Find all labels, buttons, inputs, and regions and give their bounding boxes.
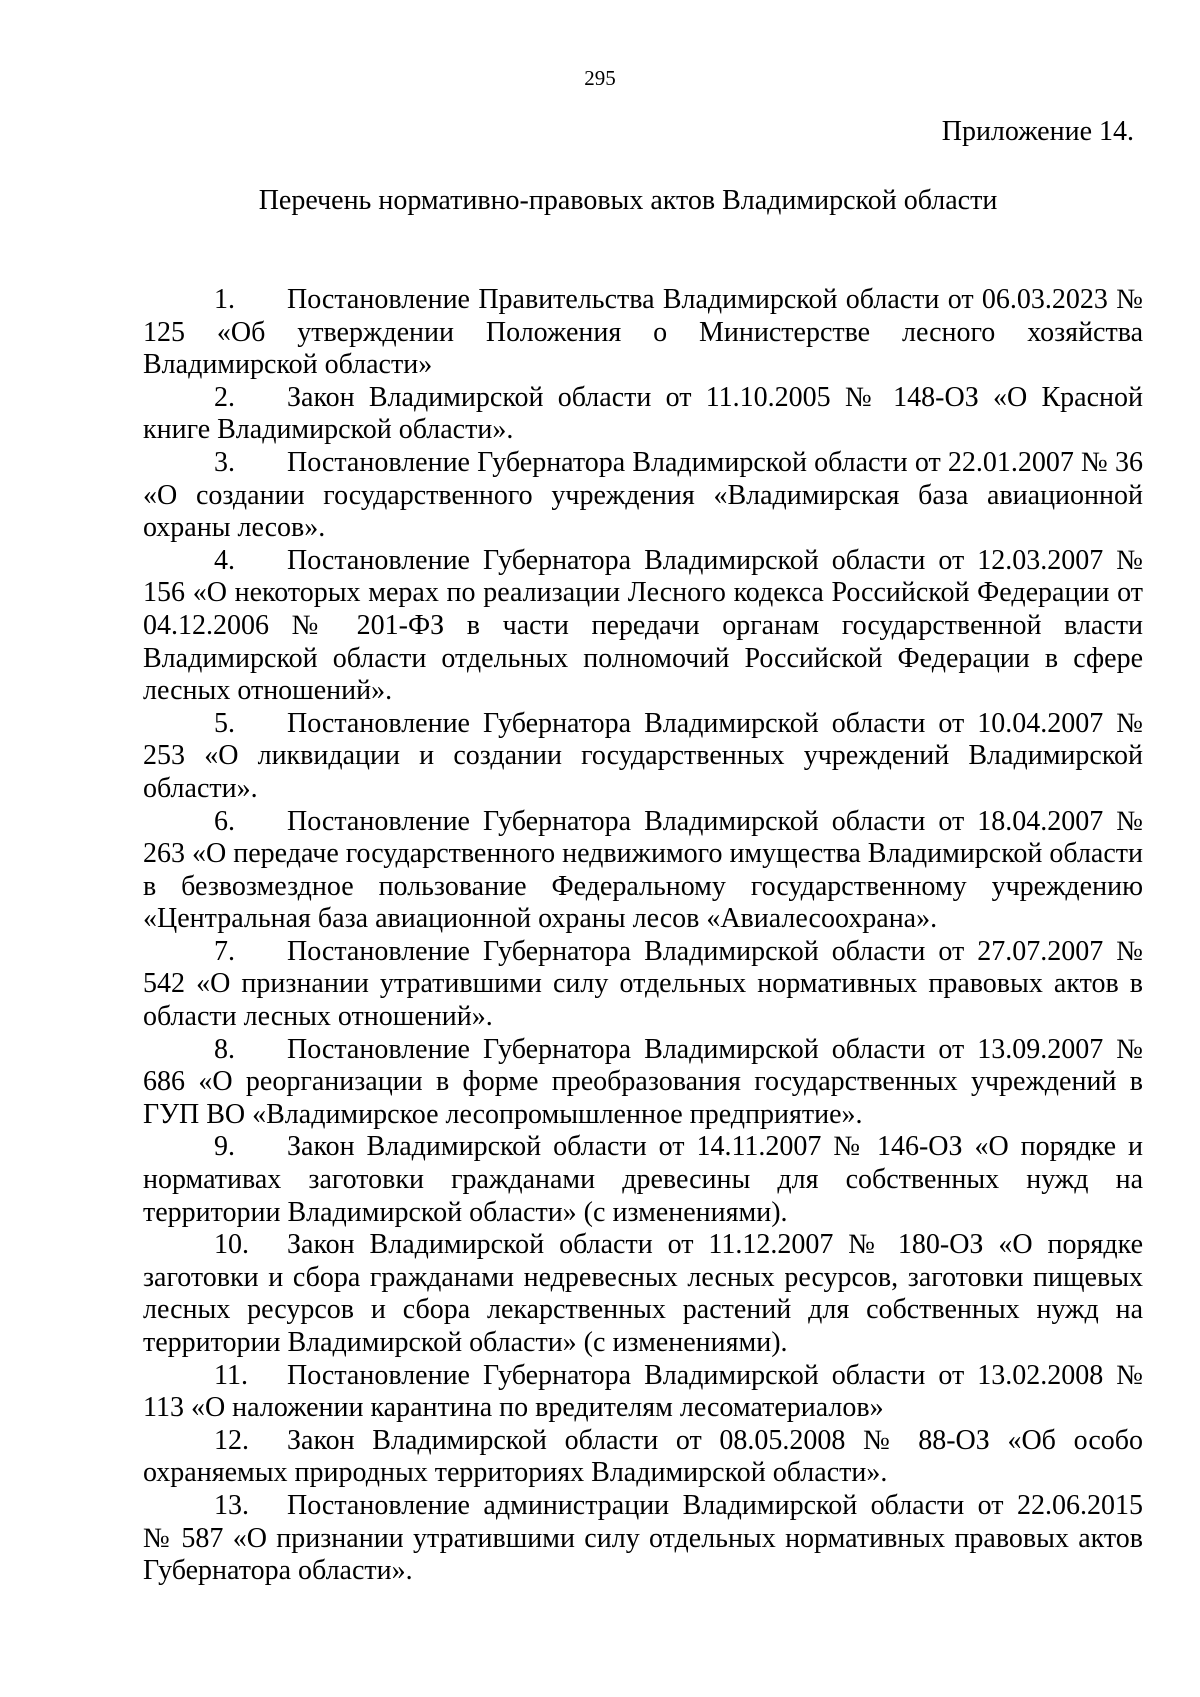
list-item [143,284,1143,382]
page-number: 295 [584,66,616,90]
item-text: Постановление Губернатора Владимирской области от 10.04.2007 № 253 «О ликвидации и создании государственных учреждений Владимирской области». [143,707,1143,804]
item-text: Закон Владимирской области от 11.12.2007 № 180-ОЗ «О порядке заготовки и сбора гражданами недревесных лесных ресурсов, заготовки пищевых лесных ресурсов и сбора лекарственных растений для собственных нужд на территории Владимирской области» (с изменениями). [143,1229,1143,1358]
list-item [143,1131,1143,1229]
list-item [143,447,1143,545]
list-item [143,1229,1143,1359]
item-number: 3. [214,446,235,478]
list-item [143,1425,1143,1490]
item-text: Постановление Губернатора Владимирской области от 12.03.2007 № 156 «О некоторых мерах по реализации Лесного кодекса Российской Федерации от 04.12.2006 № 201-ФЗ в части передачи органам государственной власти Владимирской области отдельных полномочий Российской Федерации в сфере лесных отношений». [143,544,1143,707]
item-number: 7. [214,935,235,967]
document-title: Перечень нормативно-правовых актов Владимирской области [258,185,998,216]
item-number: 8. [214,1033,235,1065]
item-number: 11. [214,1359,248,1391]
item-number: 4. [214,544,235,576]
list-item [143,545,1143,708]
item-number: 9. [214,1131,235,1163]
item-text: Постановление Губернатора Владимирской области от 13.09.2007 № 686 «О реорганизации в форме преобразования государственных учреждений в ГУП ВО «Владимирское лесопромышленное предприятие». [143,1033,1143,1130]
item-text: Закон Владимирской области от 14.11.2007 № 146-ОЗ «О порядке и нормативах заготовки гражданами древесины для собственных нужд на территории Владимирской области» (с изменениями). [143,1131,1143,1228]
list-item [143,1490,1143,1588]
item-text: Постановление Губернатора Владимирской области от 18.04.2007 № 263 «О передаче государственного недвижимого имущества Владимирской области в безвозмездное пользование Федеральному государственному учреждению «Центральная база авиационной охраны лесов «Авиалесоохрана». [143,805,1143,935]
item-text: Постановление администрации Владимирской области от 22.06.2015 № 587 «О признании утратившими силу отдельных нормативных правовых актов Губернатора области». [143,1489,1143,1587]
item-text: Закон Владимирской области от 11.10.2005 № 148-ОЗ «О Красной книге Владимирской области». [143,381,1143,446]
item-number: 6. [214,805,235,837]
item-number: 1. [214,284,235,315]
item-text: Закон Владимирской области от 08.05.2008 № 88-ОЗ «Об особо охраняемых природных территориях Владимирской области». [143,1424,1143,1489]
item-number: 10. [214,1229,249,1261]
list-item [143,382,1143,447]
item-number: 5. [214,707,235,739]
appendix-label: Приложение 14. [941,116,1134,147]
item-number: 2. [214,381,235,413]
list-item [143,708,1143,806]
acts-list [143,284,1143,1588]
item-text: Постановление Губернатора Владимирской области от 22.01.2007 № 36 «О создании государственного учреждения «Владимирская база авиационной охраны лесов». [143,446,1143,544]
item-text: Постановление Губернатора Владимирской области от 27.07.2007 № 542 «О признании утратившими силу отдельных нормативных правовых актов в области лесных отношений». [143,935,1143,1033]
list-item [143,806,1143,936]
item-text: Постановление Правительства Владимирской области от 06.03.2023 № 125 «Об утверждении Положения о Министерстве лесного хозяйства Владимирской области» [143,284,1143,381]
list-item [143,936,1143,1034]
item-number: 13. [214,1489,249,1521]
item-text: Постановление Губернатора Владимирской области от 13.02.2008 № 113 «О наложении карантина по вредителям лесоматериалов» [143,1359,1143,1424]
list-item [143,1034,1143,1132]
item-number: 12. [214,1424,249,1456]
list-item [143,1360,1143,1425]
